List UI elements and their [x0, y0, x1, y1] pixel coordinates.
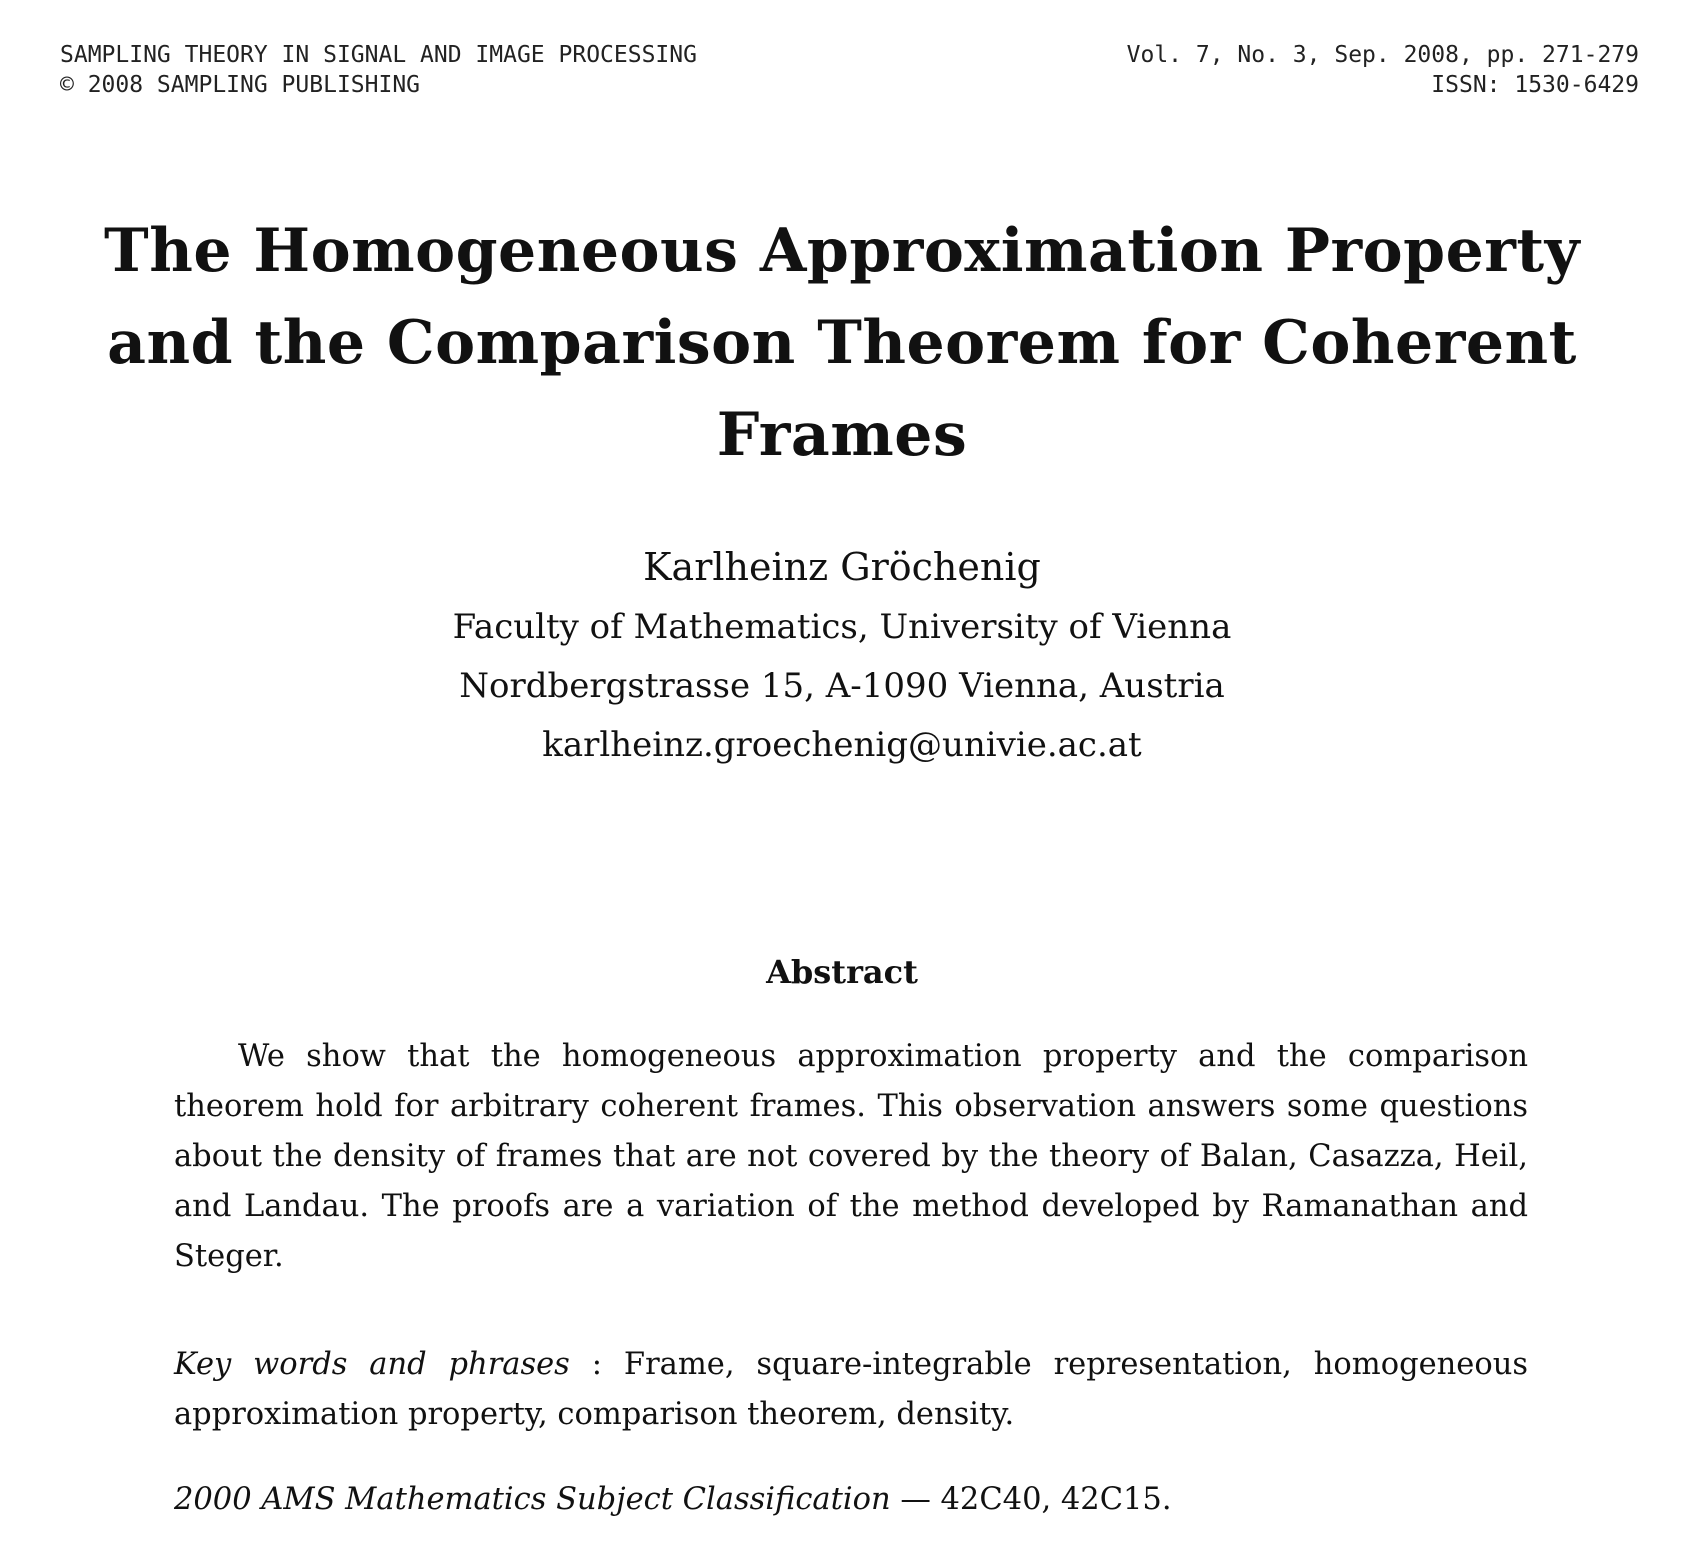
- classification-codes: 42C40, 42C15.: [940, 1482, 1172, 1517]
- abstract-heading: Abstract: [766, 953, 918, 991]
- author-affiliation: Faculty of Mathematics, University of Vienna: [452, 607, 1232, 647]
- title-line-3: Frames: [716, 400, 968, 470]
- running-header: [60, 40, 1639, 100]
- classification-separator: —: [890, 1482, 941, 1517]
- journal-name: SAMPLING THEORY IN SIGNAL AND IMAGE PROCESSING: [60, 42, 697, 68]
- paper-title: [40, 205, 1644, 481]
- abstract-text: We show that the homogeneous approximation property and the comparison theorem hold for arbitrary coherent frames. This observation answers some questions about the density of frames that are not covered by the theory of Balan, Casazza, Heil, and Landau. The proofs are a variation of the method developed by Ramanathan and Steger.: [174, 1039, 1528, 1274]
- author-block: [0, 540, 1684, 775]
- keywords-separator: :: [569, 1347, 624, 1382]
- subject-classification: [174, 1475, 1528, 1525]
- author-name: Karlheinz Gröchenig: [643, 545, 1041, 589]
- classification-label: 2000 AMS Mathematics Subject Classification: [174, 1482, 891, 1517]
- author-address: Nordbergstrasse 15, A-1090 Vienna, Austria: [459, 666, 1225, 706]
- title-line-1: The Homogeneous Approximation Property: [104, 216, 1580, 286]
- keywords: [174, 1340, 1528, 1440]
- copyright-notice: © 2008 SAMPLING PUBLISHING: [60, 72, 421, 98]
- volume-info: Vol. 7, No. 3, Sep. 2008, pp. 271-279: [1126, 42, 1639, 68]
- keywords-label: Key words and phrases: [174, 1347, 570, 1382]
- header-row-1: [60, 40, 1639, 70]
- title-line-2: and the Comparison Theorem for Coherent: [107, 308, 1577, 378]
- issn: ISSN: 1530-6429: [1431, 72, 1639, 98]
- keywords-text: Frame, square-integrable representation, homogeneous approximation property, comparison theorem, density.: [174, 1347, 1528, 1432]
- author-email: karlheinz.groechenig@univie.ac.at: [542, 725, 1142, 765]
- header-row-2: [60, 70, 1639, 100]
